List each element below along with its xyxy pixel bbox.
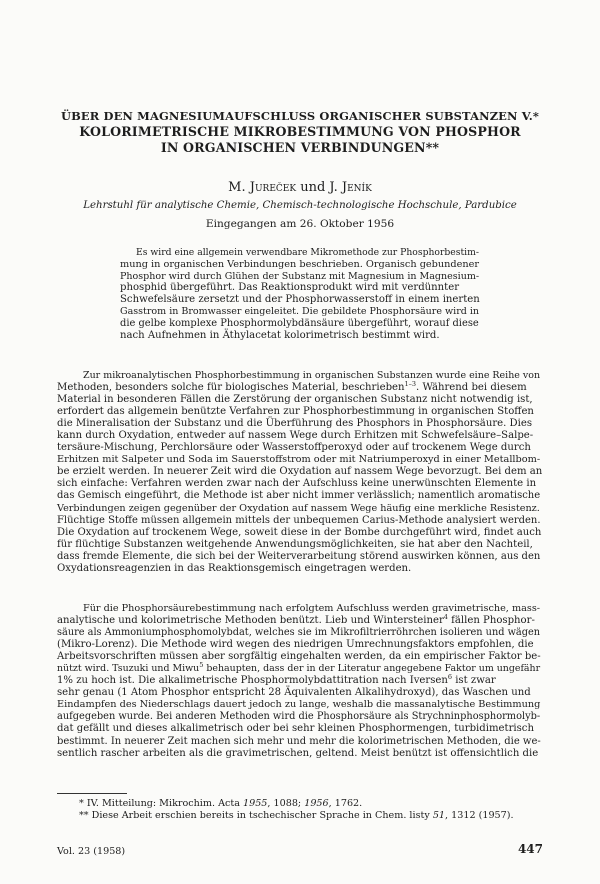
- body-line: dat gefällt und dieses alkalimetrisch oder bei sehr kleinen Phosphormengen, turbidimetrisch: [57, 723, 534, 735]
- abstract-line: nach Aufnehmen in Äthylacetat kolorimetrisch bestimmt wird.: [120, 329, 440, 341]
- body-text-span: nützt wird. Tsuzuki und Miwu: [57, 663, 200, 675]
- body-line: sich einfache: Verfahren werden zwar nach der Aufschluss keine unerwünschten Elemente in: [57, 478, 537, 490]
- body-line: [57, 615, 543, 627]
- body-line: sehr genau (1 Atom Phosphor entspricht 28 Äquivalenten Alkalihydroxyd), das Waschen und: [57, 687, 531, 699]
- body-line: dass fremde Elemente, die sich bei der Weiterverarbeitung störend auswirken können, aus den: [57, 550, 541, 562]
- body-line: säure als Ammoniumphosphomolybdat, welches sie im Mikrofiltrierröhrchen isolieren und wägen: [57, 627, 541, 639]
- footnote-year: 1956: [304, 798, 329, 809]
- authors: [60, 180, 540, 196]
- author-1: M. Jureček: [228, 180, 297, 195]
- body-line: [57, 663, 543, 675]
- body-text-span: ist zwar: [452, 675, 496, 687]
- body-line: Flüchtige Stoffe müssen allgemein mittels der unbequemen Carius-Methode analysiert werden.: [57, 514, 541, 526]
- footnote-text: , 1088;: [267, 798, 305, 809]
- footnote-1: [79, 798, 539, 810]
- body-line: tersäure-Mischung, Perchlorsäure oder Wasserstoffperoxyd oder auf trockenem Wege durch: [57, 442, 531, 454]
- paragraph-1: [57, 370, 543, 575]
- abstract: [120, 247, 481, 341]
- body-line: Für die Phosphorsäurebestimmung nach erfolgtem Aufschluss werden gravimetrische, mass-: [83, 603, 541, 614]
- reference-superscript: 4: [443, 613, 448, 622]
- affiliation: Lehrstuhl für analytische Chemie, Chemisch-technologische Hochschule, Pardubice: [83, 200, 517, 211]
- abstract-line: die gelbe komplexe Phosphormolybdänsäure übergeführt, worauf diese: [120, 317, 479, 329]
- body-line: aufgegeben wurde. Bei anderen Methoden wird die Phosphorsäure als Strychninphosphormolyb-: [57, 711, 541, 723]
- body-text-span: Methoden, besonders solche für biologisches Material, beschrieben: [57, 382, 405, 394]
- reference-superscript: 1–3: [404, 380, 417, 389]
- author-2: J. Jeník: [329, 180, 372, 195]
- footnote-divider: [57, 793, 127, 794]
- authors-conjunction: und: [296, 180, 330, 195]
- body-line: für flüchtige Substanzen weitgehende Anwendungsmöglichkeiten, sie hat aber den Nachteil,: [57, 538, 533, 550]
- footnote-2: [79, 810, 539, 822]
- title-line-2: KOLORIMETRISCHE MIKROBESTIMMUNG VON PHOSPHOR: [79, 124, 521, 139]
- journal-volume: Vol. 23 (1958): [57, 846, 126, 857]
- reference-superscript: 5: [199, 661, 204, 670]
- abstract-line: phosphid übergeführt. Das Reaktionsprodukt wird mit verdünnter: [120, 282, 460, 294]
- abstract-line: Schwefelsäure zersetzt und der Phosphorwasserstoff in einem inerten: [120, 294, 480, 306]
- body-text-span: fällen Phosphor-: [447, 615, 535, 627]
- abstract-line: Es wird eine allgemein verwendbare Mikromethode zur Phosphorbestim-: [136, 247, 479, 258]
- body-line: Oxydationsreagenzien in das Reaktionsgemisch eingetragen werden.: [57, 562, 412, 574]
- body-line: Material in besonderen Fällen die Zerstörung der organischen Substanz nicht notwendig ist,: [57, 394, 533, 406]
- body-line: Verbindungen zeigen gegenüber der Oxydation auf nassem Wege häufig eine merkliche Resistenz.: [57, 502, 540, 514]
- body-line: erfordert das allgemein benützte Verfahren zur Phosphorbestimmung in organischen Stoffen: [57, 406, 534, 418]
- body-line: kann durch Oxydation, entweder auf nassem Wege durch Erhitzen mit Schwefelsäure–Salpe-: [57, 430, 534, 442]
- body-line: Die Oxydation auf trockenem Wege, soweit diese in der Bombe durchgeführt wird, findet auch: [57, 526, 542, 538]
- reference-superscript: 6: [447, 673, 452, 682]
- title-line-1: ÜBER DEN MAGNESIUMAUFSCHLUSS ORGANISCHER SUBSTANZEN V.*: [60, 109, 540, 123]
- body-line: [57, 382, 543, 394]
- page-number: 447: [517, 842, 543, 856]
- body-line: be erzielt werden. In neuerer Zeit wird die Oxydation auf nassem Wege bevorzugt. Bei dem an: [57, 466, 543, 478]
- received-date: Eingegangen am 26. Oktober 1956: [205, 218, 395, 230]
- footnote-volume: 51: [432, 810, 446, 821]
- body-line: sentlich rascher arbeiten als die gravimetrischen, geltend. Meist benützt ist offensichtlich die: [57, 747, 539, 759]
- footnote-text: * IV. Mitteilung: Mikrochim. Acta: [79, 798, 243, 809]
- footnote-text: , 1312 (1957).: [445, 810, 514, 821]
- abstract-line: Gasstrom in Bromwasser eingeleitet. Die gebildete Phosphorsäure wird in: [120, 305, 480, 317]
- body-line: Erhitzen mit Salpeter und Soda im Sauerstoffstrom oder mit Natriumperoxyd in einer Metallbom-: [57, 454, 541, 466]
- footnote-year: 1955: [243, 798, 268, 809]
- article-title: [60, 108, 540, 156]
- body-line: das Gemisch eingeführt, die Methode ist aber nicht immer verlässlich; namentlich aromatische: [57, 490, 541, 502]
- footnotes: [79, 798, 539, 822]
- body-line: die Mineralisation der Substanz und die Überführung des Phosphors in Phosphorsäure. Dies: [57, 418, 533, 430]
- body-line: Zur mikroanalytischen Phosphorbestimmung in organischen Substanzen wurde eine Reihe von: [83, 370, 541, 381]
- paragraph-2: [57, 603, 543, 760]
- footnote-text: ** Diese Arbeit erschien bereits in tschechischer Sprache in Chem. listy: [79, 810, 433, 821]
- body-line: Arbeitsvorschriften müssen aber sorgfältig eingehalten werden, da ein empirischer Faktor be-: [57, 651, 541, 663]
- footnote-text: , 1762.: [328, 798, 363, 809]
- body-text-span: . Während bei diesem: [416, 382, 527, 394]
- body-text-span: behaupten, dass der in der Literatur angegebene Faktor um ungefähr: [203, 663, 541, 675]
- abstract-line: mung in organischen Verbindungen beschrieben. Organisch gebundener: [120, 258, 480, 270]
- title-line-3: IN ORGANISCHEN VERBINDUNGEN**: [160, 140, 440, 155]
- body-line: bestimmt. In neuerer Zeit machen sich mehr und mehr die kolorimetrischen Methoden, die we-: [57, 735, 541, 747]
- body-text-span: analytische und kolorimetrische Methoden benützt. Lieb und Wintersteiner: [57, 615, 444, 627]
- abstract-line: Phosphor wird durch Glühen der Substanz mit Magnesium in Magnesium-: [120, 270, 480, 282]
- body-text-span: 1% zu hoch ist. Die alkalimetrische Phosphormolybdattitration nach Iversen: [57, 675, 448, 687]
- body-line: (Mikro-Lorenz). Die Methode wird wegen des niedrigen Umrechnungsfaktors empfohlen, die: [57, 639, 534, 651]
- body-line: [57, 675, 543, 687]
- body-line: Eindampfen des Niederschlags dauert jedoch zu lange, weshalb die massanalytische Bestimmung: [57, 699, 541, 711]
